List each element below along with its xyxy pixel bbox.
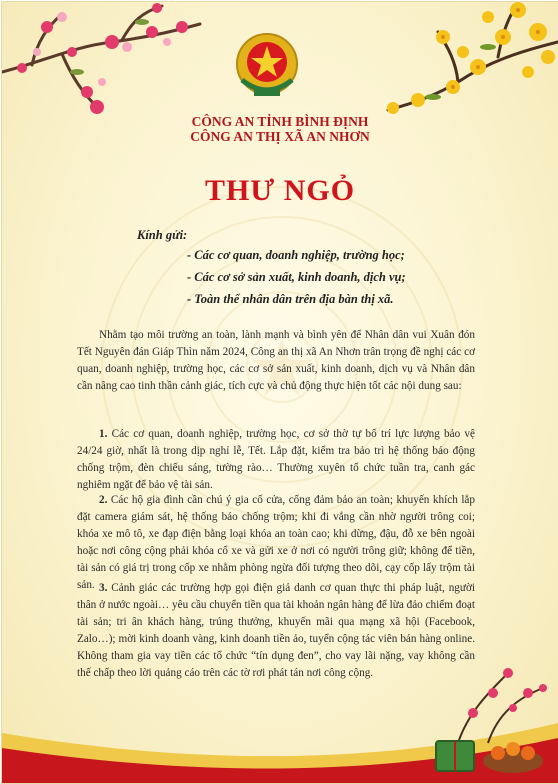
item-1-text: Các cơ quan, doanh nghiệp, trường học, cơ sở thờ tự bố trí lực lượng bảo vệ 24/24 giờ, nhất là trong dịp nghỉ lễ, Tết. Lắp đặt, kiểm tra bảo trì hệ thống báo động chống trộm, đèn chiếu sáng, tường rào… Thường xuyên tổ chức tuần tra, canh gác nghiêm ngặt để bảo vệ tài sản. (77, 428, 475, 491)
plum-blossom-branch (2, 2, 202, 122)
item-1-paragraph (77, 426, 475, 494)
greeting: Kính gửi: (137, 228, 188, 242)
letter-page (1, 1, 558, 784)
agency-line-1: CÔNG AN TỈNH BÌNH ĐỊNH (191, 114, 369, 129)
item-3-text: Cảnh giác các trường hợp gọi điện giả danh cơ quan thực thi pháp luật, người thân ở nước ngoài… yêu cầu chuyển tiền qua tài khoản ngân hàng để lừa đảo chiếm đoạt tài sản; tri ân khách hàng, trúng thưởng, khuyến mãi qua mạng xã hội (Facebook, Zalo…); mời kinh doanh vàng, kinh doanh tiền ảo, tuyển cộng tác viên bán hàng online. Không tham gia vay tiền các tổ chức “tín dụng đen”, cho vay lãi nặng, vay không cần thế chấp theo lời quảng cáo trên các tờ rơi phát tán nơi công cộng. (77, 582, 475, 679)
recipient-2: - Các cơ sở sản xuất, kinh doanh, dịch vụ; (187, 270, 406, 284)
tet-decoration (418, 653, 558, 783)
agency-line-2: CÔNG AN THỊ XÃ AN NHƠN (190, 129, 370, 144)
item-2-text: Các hộ gia đình cần chú ý gia cố cửa, cổng đảm bảo an toàn; khuyến khích lắp đặt camera giám sát, hệ thống báo chống trộm; khi đi vắng cần nhờ người trông coi; khóa xe mô tô, xe đạp điện bằng loại khóa an toàn cao; khi dừng, đậu, đỗ xe bên ngoài hoặc nơi công cộng phải khóa cổ xe và gửi xe ở nơi có người trông giữ; không để tiền, tài sản có giá trị trong cốp xe nhằm phòng ngừa đối tượng theo dõi, cạy cốp lấy trộm tài sản. (77, 494, 475, 591)
item-1-number: 1. (99, 428, 108, 440)
letter-title: THƯ NGỎ (204, 174, 356, 207)
item-3-number: 3. (99, 582, 108, 594)
item-2-number: 2. (99, 494, 108, 506)
item-2-paragraph (77, 492, 475, 594)
recipient-3: - Toàn thể nhân dân trên địa bàn thị xã. (187, 292, 394, 306)
intro-paragraph: Nhằm tạo môi trường an toàn, lành mạnh và bình yên để Nhân dân vui Xuân đón Tết Nguyên đán Giáp Thìn năm 2024, Công an thị xã An Nhơn trân trọng đề nghị các cơ quan, doanh nghiệp, trường học, các cơ sở sản xuất, kinh doanh, dịch vụ và Nhân dân cần nâng cao tinh thần cảnh giác, tích cực và chủ động thực hiện tốt các nội dung sau: (77, 329, 475, 392)
police-emblem-icon (232, 30, 302, 102)
recipient-1: - Các cơ quan, doanh nghiệp, trường học; (187, 248, 405, 262)
apricot-blossom-branch (378, 2, 558, 127)
